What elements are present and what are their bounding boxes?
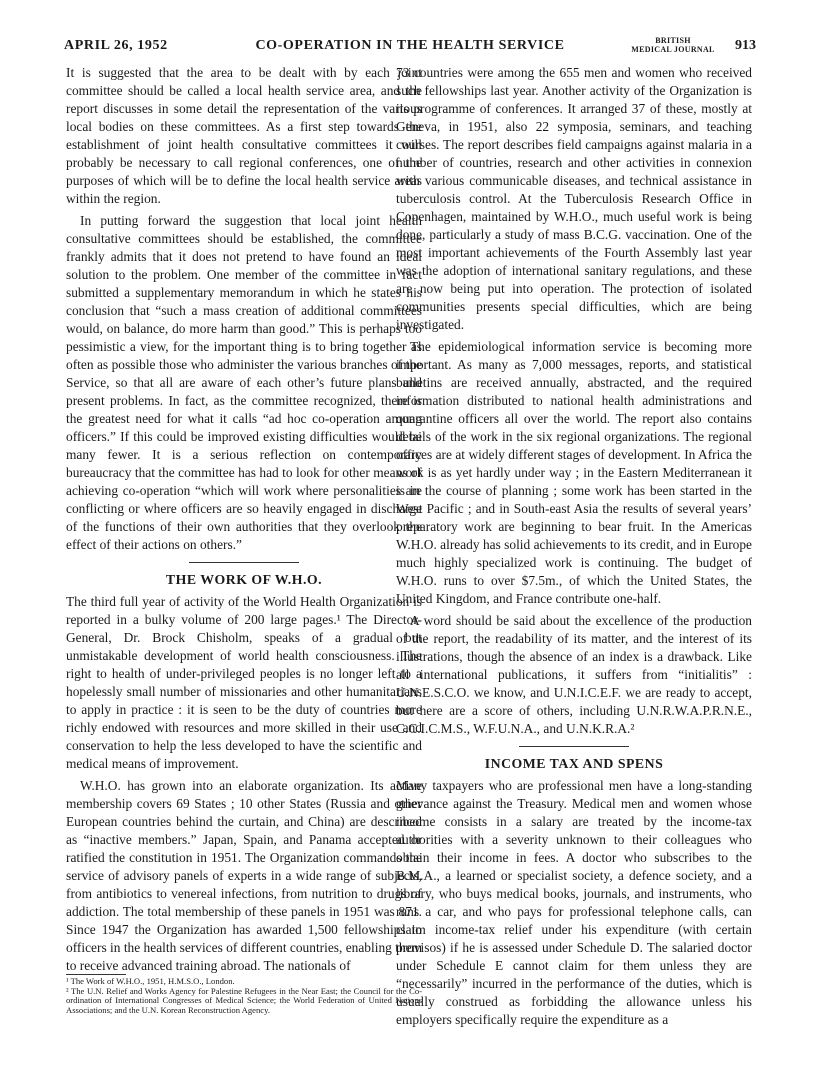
page-number: 913 bbox=[735, 38, 756, 53]
paragraph: Many taxpayers who are professional men have a long-standing grievance against the Treasury. Medical men and women whose income consists in a salary are treated by the income-tax authorities with a severity unknown to their colleagues who obtain their income in fees. A doctor who subscribes to the B.M.A., a learned or specialist society, a defence society, and a library, who buys medical books, journals, and instruments, who runs a car, and who pays for professional telephone calls, can claim income-tax relief under his expenditure (with certain provisos) if he is assessed under Schedule D. The salaried doctor under Schedule E cannot claim for them unless they are “necessarily” incurred in the performance of the duties, which is usually construed as forbidding the allowance unless his employers specifically require the expenditure as a bbox=[396, 778, 752, 1027]
section-divider bbox=[519, 746, 629, 747]
paragraph: 73 countries were among the 655 men and women who received such fellowships last year. Another activity of the Organization is its programme of conferences. It arranged 37 of these, mostly at Geneva, in 1951, also 22 symposia, seminars, and teaching courses. The report describes field campaigns against malaria in a number of countries, research and other activities in connexion with various communicable diseases, and technical assistance in tuberculosis control. At the Tuberculosis Research Office in Copenhagen, maintained by W.H.O., much useful work is being done, particularly a study of mass B.C.G. vaccination. One of the most important achievements of the Fourth Assembly last year was the adoption of international sanitary regulations, and these are now being put into operation. The protection of isolated communities presents special difficulties, which are being investigated. bbox=[396, 65, 752, 332]
footnote-1: ¹ The Work of W.H.O., 1951, H.M.S.O., London. bbox=[66, 976, 235, 986]
section-divider bbox=[189, 562, 299, 563]
paragraph: The epidemiological information service is becoming more important. As many as 7,000 messages, reports, and statistical bulletins are received annually, abstracted, and the required information distributed to national health administrations and quarantine officers all over the world. The report also contains details of the work in the six regional organizations. The regional offices are at widely different stages of development. In Africa the work is as yet hardly under way ; in the Eastern Mediterranean it is in the course of planning ; some work has been started in the West Pacific ; and in South-east Asia the results of several years’ preparatory work are beginning to bear fruit. In the Americas W.H.O. already has solid achievements to its credit, and in Europe much highly specialized work is continuing. The budget of W.H.O. runs to over $7.5m., of which the United States, the United Kingdom, and France contribute one-half. bbox=[396, 339, 752, 606]
paragraph: In putting forward the suggestion that local joint health consultative committees should be established, the committee frankly admits that it does not pretend to have found an ideal solution to the problem. One member of the committee in fact submitted a supplementary memorandum in which he states his conclusion that “such a mass creation of additional committees would, on balance, do more harm than good.” This is perhaps too pessimistic a view, for the important thing is to bring together as often as possible those who administer the various branches of the Service, so that all are aware of each other’s future plans and present problems. In fact, as the committee recognized, there is the greatest need for what it calls “ad hoc co-operation among officers.” If this could be improved existing difficulties would be many fewer. It is a serious reflection on contemporary bureaucracy that the committee has had to look for other means of achieving co-operation “which will work where personalities are conflicting or where officers are so heavily engaged in discharge of the functions of their own authorities that they overlook the effect of their actions on others.” bbox=[66, 213, 422, 552]
paragraph: The third full year of activity of the World Health Organization is reported in a bulky volume of 200 large pages.¹ The Director-General, Dr. Brock Chisholm, speaks of a gradual but unmistakable development of world health consciousness. The right to health of under-privileged peoples is no longer left to a hopelessly small number of missionaries and other humanitarians to apply in practice : it is seen to be the duty of countries more richly endowed with resources and more skilled in their use and conservation to help the less developed to have the scientific and medical means of improvement. bbox=[66, 594, 422, 771]
journal-name bbox=[630, 36, 716, 54]
section-heading-who: THE WORK OF W.H.O. bbox=[165, 572, 323, 587]
right-column bbox=[396, 64, 752, 1033]
paragraph: A word should be said about the excellence of the production of the report, the readability of its matter, and the interest of its illustrations, though the absence of an index is a drawback. Like all international publications, it suffers from “initialitis” : U.N.E.S.C.O. we know, and U.N.I.C.E.F. we are ready to accept, but here are a score of others, including U.N.R.W.A.P.R.N.E., C.C.I.C.M.S., W.F.U.N.A., and U.N.K.R.A.² bbox=[396, 613, 752, 736]
paragraph: It is suggested that the area to be dealt with by each joint committee should be called a local health service area, and the report discusses in some detail the representation of the various local bodies on these committees. As a first step towards the establishment of joint health consultative committees it will probably be necessary to call regional conferences, one of the purposes of which will be to define the local health service areas within the region. bbox=[66, 65, 422, 206]
issue-date: APRIL 26, 1952 bbox=[64, 38, 168, 53]
journal-name-line2: MEDICAL JOURNAL bbox=[631, 45, 715, 54]
footnotes bbox=[66, 974, 422, 1015]
paragraph: W.H.O. has grown into an elaborate organization. Its active membership covers 69 States ; 10 other States (Russia and other European countries behind the curtain, and China) are described as “inactive members.” Japan, Spain, and Panama accepted or ratified the constitution in 1951. The Organization commands the service of advisory panels of experts in a wide range of subjects, from antibiotics to venereal infections, from nutrition to drugs of addiction. The total membership of these panels in 1951 was 871. Since 1947 the Organization has awarded 1,500 fellowships to officers in the health services of different countries, enabling them to receive advanced training abroad. The nationals of bbox=[66, 778, 422, 973]
footnote-rule bbox=[66, 974, 126, 975]
running-title: CO-OPERATION IN THE HEALTH SERVICE bbox=[255, 38, 565, 53]
section-heading-income-tax: INCOME TAX AND SPENS bbox=[484, 756, 664, 771]
journal-name-line1: BRITISH bbox=[655, 36, 691, 45]
footnote-2: ² The U.N. Relief and Works Agency for Palestine Refugees in the Near East; the Council for the Co-ordination of International Congresses of Medical Science; the World Federation of United Nations Associations; and the U.N. Korean Reconstruction Agency. bbox=[66, 985, 422, 1015]
left-column bbox=[66, 64, 422, 979]
running-header bbox=[64, 36, 756, 58]
